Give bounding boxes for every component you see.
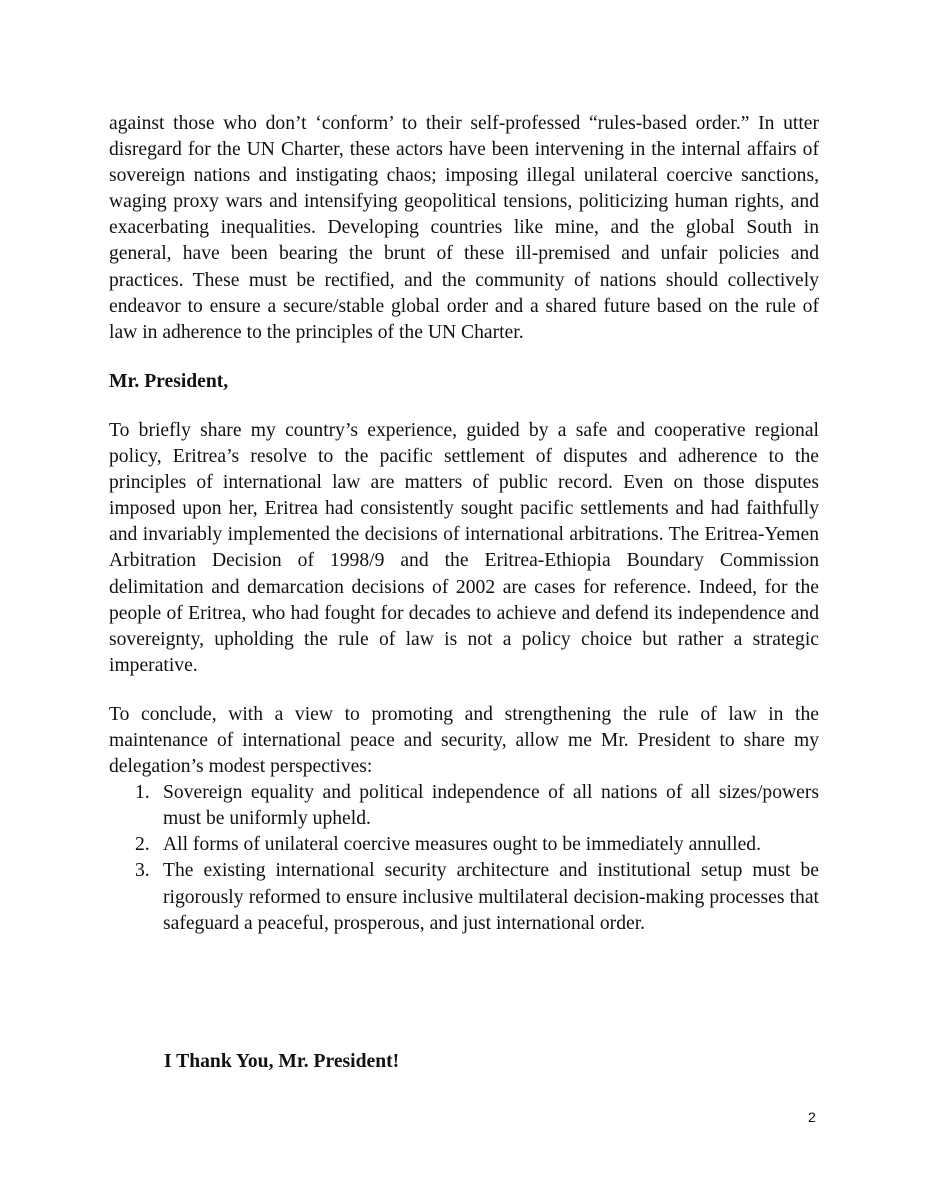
paragraph-rules-based-order: against those who don’t ‘conform’ to their self-professed “rules-based order.” In utter disregard for the UN Charter, these actors have been intervening in the internal affairs of sovereign nations and instigating chaos; imposing illegal unilateral coercive sanctions, waging proxy wars and intensifying geopolitical tensions, politicizing human rights, and exacerbating inequalities. Developing countries like mine, and the global South in general, have been bearing the brunt of these ill-premised and unfair policies and practices. These must be rectified, and the community of nations should collectively endeavor to ensure a secure/stable global order and a shared future based on the rule of law in adherence to the principles of the UN Charter. [109, 113, 819, 343]
paragraph-eritrea-experience: To briefly share my country’s experience, guided by a safe and cooperative regional policy, Eritrea’s resolve to the pacific settlement of disputes and adherence to the principles of international law are matters of public record. Even on those disputes imposed upon her, Eritrea had consistently sought pacific settlements and had faithfully and invariably implemented the decisions of international arbitrations. The Eritrea-Yemen Arbitration Decision of 1998/9 and the Eritrea-Ethiopia Boundary Commission delimitation and demarcation decisions of 2002 are cases for reference. Indeed, for the people of Eritrea, who had fought for decades to achieve and defend its independence and sovereignty, upholding the rule of law is not a policy choice but rather a strategic imperative. [109, 419, 819, 676]
closing-statement: I Thank You, Mr. President! [164, 1051, 400, 1072]
list-item [135, 780, 819, 832]
paragraph-conclusion: To conclude, with a view to promoting and strengthening the rule of law in the maintenance of international peace and security, allow me Mr. President to share my delegation’s modest perspectives: [109, 703, 819, 778]
list-item-text: The existing international security architecture and institutional setup must be rigorously reformed to ensure inclusive multilateral decision-making processes that safeguard a peaceful, prosperous, and just international order. [163, 860, 819, 934]
list-item-number: 3. [135, 860, 150, 882]
list-item-text: All forms of unilateral coercive measures ought to be immediately annulled. [163, 834, 761, 856]
salutation-heading: Mr. President, [109, 370, 229, 392]
document-body [109, 111, 819, 937]
list-item [135, 858, 819, 936]
list-item-number: 1. [135, 782, 150, 804]
list-item-number: 2. [135, 834, 150, 856]
page-number: 2 [808, 1109, 816, 1125]
list-item [135, 832, 819, 858]
perspectives-list [109, 780, 819, 937]
list-item-text: Sovereign equality and political independence of all nations of all sizes/powers must be uniformly upheld. [163, 782, 819, 830]
